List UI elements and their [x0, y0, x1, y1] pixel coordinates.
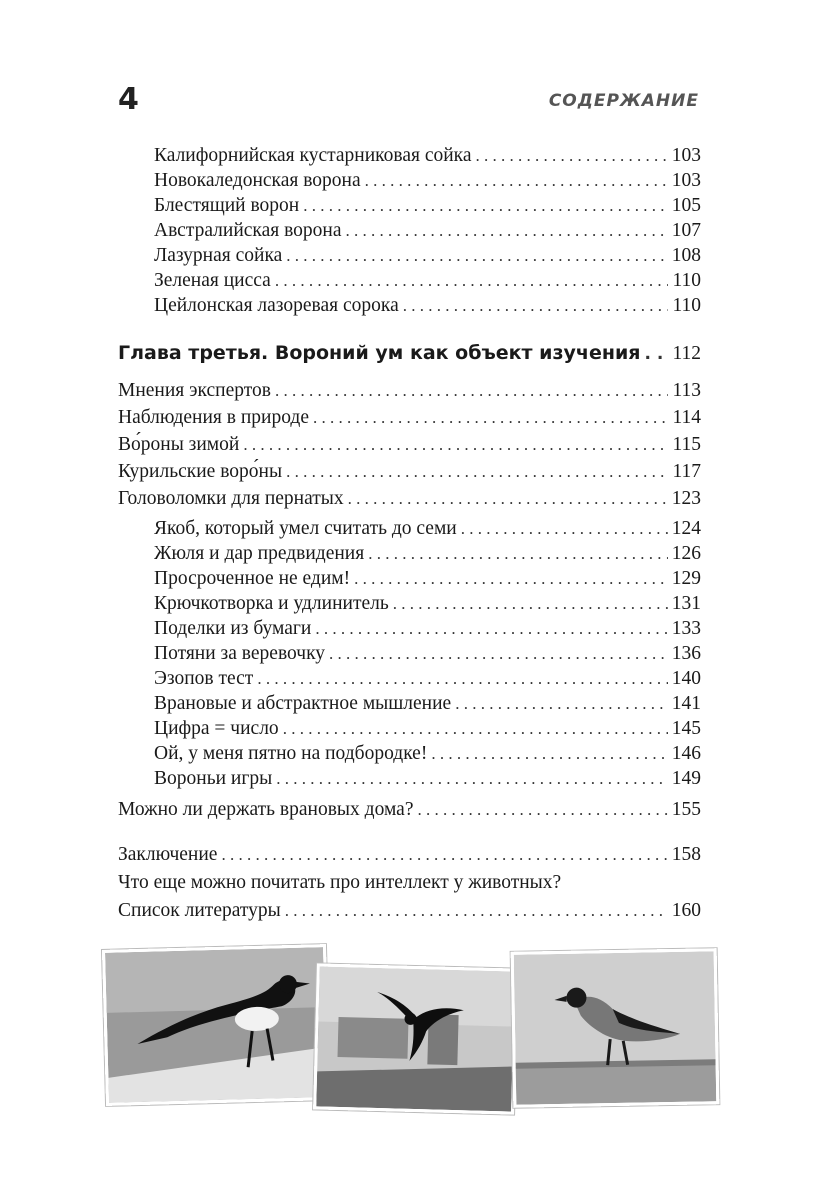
toc-entry-title: Курильские воро́ны [118, 461, 283, 482]
toc-entry-title: Вороньи игры [154, 768, 273, 789]
toc-entry-title: Врановые и абстрактное мышление [154, 693, 452, 714]
toc-entry-title: Просроченное не едим! [154, 568, 351, 589]
page-number: 4 [118, 82, 139, 117]
toc-entry-page: 133 [671, 618, 701, 639]
toc-entry-page: 113 [672, 380, 701, 401]
toc-entry-title: Можно ли держать врановых дома? [118, 799, 414, 820]
toc-entry[interactable] [154, 616, 701, 641]
toc-entry-title: Во́роны зимой [118, 434, 240, 455]
toc-entry[interactable] [154, 168, 701, 193]
toc-entry[interactable] [154, 293, 701, 318]
flying-crow-image [316, 966, 515, 1111]
toc-entry-title: Заключение [118, 844, 218, 865]
toc-entry-title: Эзопов тест [154, 668, 254, 689]
toc-entry-page: 140 [671, 668, 701, 689]
leader-dots [417, 797, 667, 822]
toc-entry-page: 129 [671, 568, 701, 589]
toc-entry-further-reading[interactable] [118, 870, 701, 895]
toc-entry-page: 110 [672, 270, 701, 291]
toc-entry[interactable] [154, 268, 701, 293]
leader-dots [276, 766, 668, 791]
hooded-crow-image [514, 951, 717, 1104]
chapter-heading[interactable] [118, 341, 701, 367]
toc-entry-page: 131 [671, 593, 701, 614]
toc-entry-title: Цейлонская лазоревая сорока [154, 295, 399, 316]
leader-dots [354, 566, 668, 591]
toc-entry-page: 158 [671, 844, 701, 865]
toc-entry-title: Жюля и дар предвидения [154, 543, 365, 564]
toc-entry[interactable] [118, 432, 701, 457]
toc-entry[interactable] [154, 591, 701, 616]
leader-dots [476, 143, 668, 168]
chapter-title: Глава третья. Вороний ум как объект изучения [118, 342, 641, 364]
leader-dots [455, 691, 668, 716]
toc-entry-title: Новокаледонская ворона [154, 170, 361, 191]
leader-dots [275, 268, 669, 293]
toc-entry[interactable] [118, 459, 701, 484]
magpie-photo [102, 944, 330, 1106]
toc-entry[interactable] [154, 218, 701, 243]
toc-entry-page: 149 [671, 768, 701, 789]
leader-dots [303, 193, 668, 218]
toc-entry-title: Зеленая цисса [154, 270, 271, 291]
toc-entry-page: 110 [672, 295, 701, 316]
toc-entry-title: Поделки из бумаги [154, 618, 312, 639]
toc-entry[interactable] [154, 741, 701, 766]
toc-entry-title: Цифра = число [154, 718, 279, 739]
toc-entry-page: 105 [671, 195, 701, 216]
toc-entry[interactable] [154, 541, 701, 566]
leader-dots [286, 243, 667, 268]
toc-entry-title: Лазурная сойка [154, 245, 283, 266]
leader-dots [315, 616, 667, 641]
leader-dots [645, 342, 669, 367]
toc-entry-page: 145 [671, 718, 701, 739]
toc-entry-page: 115 [672, 434, 701, 455]
leader-dots [431, 741, 667, 766]
toc-entry-title: Калифорнийская кустарниковая сойка [154, 145, 472, 166]
toc-entry-page: 123 [671, 488, 701, 509]
leader-dots [329, 641, 668, 666]
toc-entry-title: Наблюдения в природе [118, 407, 309, 428]
toc-entry-page: 155 [671, 799, 701, 820]
toc-entry-page: 124 [671, 518, 701, 539]
leader-dots [346, 218, 668, 243]
toc-entry[interactable] [154, 716, 701, 741]
toc-entry[interactable] [118, 378, 701, 403]
toc-entry-page: 160 [671, 900, 701, 921]
toc-entry-page: 141 [671, 693, 701, 714]
toc-entry-title: Австралийская ворона [154, 220, 342, 241]
leader-dots [243, 432, 668, 457]
leader-dots [403, 293, 669, 318]
toc-entry[interactable] [154, 143, 701, 168]
leader-dots [275, 378, 669, 403]
leader-dots [365, 168, 668, 193]
leader-dots [393, 591, 668, 616]
toc-entry[interactable] [118, 486, 701, 511]
toc-entry-page: 126 [671, 543, 701, 564]
toc-entry-title: Головоломки для пернатых [118, 488, 344, 509]
toc-entry[interactable] [154, 516, 701, 541]
leader-dots [313, 405, 668, 430]
leader-dots [461, 516, 668, 541]
toc-entry[interactable] [154, 666, 701, 691]
leader-dots [285, 898, 668, 923]
toc-entry-title: Ой, у меня пятно на подбородке! [154, 743, 428, 764]
toc-entry-page: 103 [671, 170, 701, 191]
toc-entry-page: 103 [671, 145, 701, 166]
chapter-page: 112 [672, 343, 701, 364]
magpie-image [105, 947, 327, 1103]
toc-entry[interactable] [154, 766, 701, 791]
toc-entry-page: 107 [671, 220, 701, 241]
toc-entry-page: 117 [672, 461, 701, 482]
leader-dots [286, 459, 668, 484]
leader-dots [221, 842, 667, 867]
leader-dots [348, 486, 668, 511]
toc-entry-title: Крючкотворка и удлинитель [154, 593, 389, 614]
hooded-crow-photo [511, 948, 720, 1108]
toc-entry-title: Мнения экспертов [118, 380, 271, 401]
toc-entry[interactable] [154, 193, 701, 218]
toc-entry[interactable] [154, 243, 701, 268]
toc-entry-title: Блестящий ворон [154, 195, 300, 216]
toc-entry[interactable] [118, 797, 701, 822]
toc-entry-title: Якоб, который умел считать до семи [154, 518, 457, 539]
toc-entry-conclusion[interactable] [118, 842, 701, 867]
toc-entry-page: 114 [672, 407, 701, 428]
toc-entry-page: 146 [671, 743, 701, 764]
toc-entry-bibliography[interactable] [118, 898, 701, 923]
toc-entry[interactable] [154, 566, 701, 591]
leader-dots [257, 666, 667, 691]
toc-entry-title: Список литературы [118, 900, 281, 921]
toc-entry-title: Потяни за веревочку [154, 643, 326, 664]
toc-entry-title: Что еще можно почитать про интеллект у животных? [118, 872, 562, 893]
leader-dots [368, 541, 668, 566]
toc-entry-page: 136 [671, 643, 701, 664]
leader-dots [283, 716, 668, 741]
running-head: СОДЕРЖАНИЕ [548, 91, 699, 111]
flying-crow-photo [313, 963, 518, 1114]
toc-entry[interactable] [118, 405, 701, 430]
toc-entry[interactable] [154, 641, 701, 666]
toc-entry[interactable] [154, 691, 701, 716]
toc-entry-page: 108 [671, 245, 701, 266]
